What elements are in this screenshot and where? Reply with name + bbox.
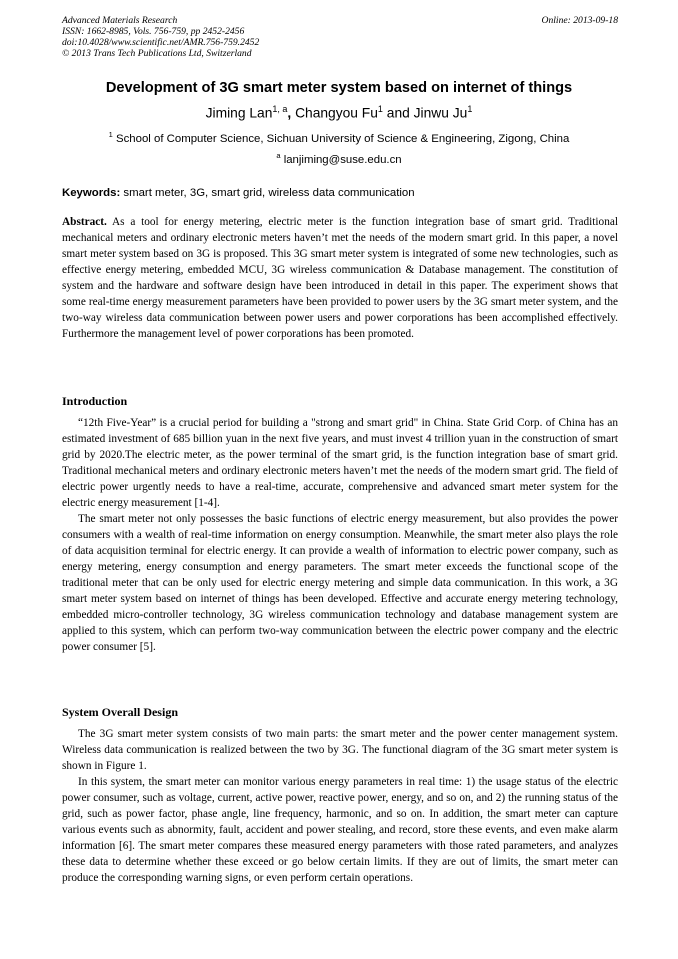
paragraph: In this system, the smart meter can monitor various energy parameters in real time: 1) the usage status of the electric power consumer, such as voltage, current, active power, reactive power, energy, and so on, and 2) the running status of the grid, such as power factor, phase angle, line frequency, harmonic, and so on. In addition, the smart meter can capture various events such as abnormity, fault, accident and power stealing, and record, store these events, and even make alarm information [6]. The smart meter compares these measured energy parameters with those rated parameters, and analyzes these data to determine whether these exceed or go below certain limits. If they are out of limits, the smart meter can produce the corresponding warning signs, or even perform certain operations. [62, 776, 618, 884]
author-name: Changyou Fu [295, 105, 378, 121]
online-date: Online: 2013-09-18 [541, 15, 618, 26]
keywords-text: smart meter, 3G, smart grid, wireless data communication [123, 187, 415, 199]
author-affil-mark: 1, a [272, 104, 288, 114]
keywords [62, 187, 618, 199]
journal-header [62, 15, 618, 59]
doi-line: doi:10.4028/www.scientific.net/AMR.756-759.2452 [62, 37, 260, 48]
system-design-body [62, 726, 618, 886]
issn-line: ISSN: 1662-8985, Vols. 756-759, pp 2452-2456 [62, 26, 245, 37]
keywords-label: Keywords: [62, 187, 121, 199]
journal-name: Advanced Materials Research [62, 15, 178, 26]
author-affil-mark: 1 [377, 104, 383, 114]
affiliation-mark: 1 [108, 130, 113, 139]
paper-title: Development of 3G smart meter system based on internet of things [105, 80, 573, 96]
abstract [62, 214, 618, 342]
abstract-label: Abstract. [62, 216, 107, 228]
paragraph: The 3G smart meter system consists of two main parts: the smart meter and the power center management system. Wireless data communication is realized between the two by 3G. The functional diagram of the 3G smart meter system is shown in Figure 1. [62, 728, 618, 772]
paragraph: “12th Five-Year” is a crucial period for building a "strong and smart grid" in China. State Grid Corp. of China has an estimated investment of 685 billion yuan in the next five years, and must invest 4 trillion yuan in the construction of smart grid by 2020.The electric meter, as the power terminal of the smart grid, is the function integration base of smart grid. Traditional mechanical meters and ordinary electronic meters haven’t met the needs of the modern smart grid. The field of electric power urgently needs to have a real-time, accurate, comprehensive and advanced smart meter system for the electric energy measurement [1-4]. [62, 417, 618, 509]
author-list [0, 104, 678, 121]
abstract-text: As a tool for energy metering, electric meter is the function integration base of smart grid. Traditional mechanical meters and ordinary electronic meters haven’t met the needs of the modern smart grid. In this paper, a novel smart meter system based on 3G is proposed. This 3G smart meter system is integrated of some new technologies, such as effective energy metering, embedded MCU, 3G wireless communication & Database management. The constitution of system and the hardware and software design have been introduced in detail in this paper. The experiment shows that some real-time energy measurement parameters have been provided to power users by the 3G smart meter system, and the two-way wireless data communication between power users and power corporations has been accomplished effectively. Furthermore the management level of power corporations has been promoted. [62, 216, 619, 340]
section-heading-system-design: System Overall Design [62, 705, 178, 719]
author-name: Jiming Lan [205, 105, 273, 121]
affiliation-text: School of Computer Science, Sichuan University of Science & Engineering, Zigong, China [116, 132, 570, 145]
section-heading-introduction: Introduction [62, 394, 128, 408]
author-separator: , [287, 105, 296, 121]
copyright-line: © 2013 Trans Tech Publications Ltd, Switzerland [62, 48, 252, 59]
contact-email [0, 151, 678, 166]
introduction-body [62, 415, 618, 655]
affiliation [0, 130, 678, 145]
email-mark: a [276, 151, 281, 160]
paragraph: The smart meter not only possesses the basic functions of electric energy measurement, but also provides the power consumers with a wealth of real-time information on energy consumption. Meanwhile, the smart meter also plays the role of data acquisition terminal for electric energy. It can provide a wealth of information to electric power company, such as energy metering, energy consumption and energy parameters. The smart meter exceeds the functional scope of the traditional meter that can be only used for electric energy metering and simple data communication. In this work, a 3G smart meter system based on internet of things has been developed. Effective and accurate energy metering technology, embedded micro-controller technology, 3G wireless communication technology and database management system are applied to this system, which can perform two-way communication between the electric power company and the electric power consumer [5]. [62, 513, 618, 653]
author-separator: and [382, 105, 414, 121]
author-affil-mark: 1 [467, 104, 473, 114]
author-name: Jinwu Ju [413, 105, 468, 121]
email-address: lanjiming@suse.edu.cn [283, 153, 402, 166]
